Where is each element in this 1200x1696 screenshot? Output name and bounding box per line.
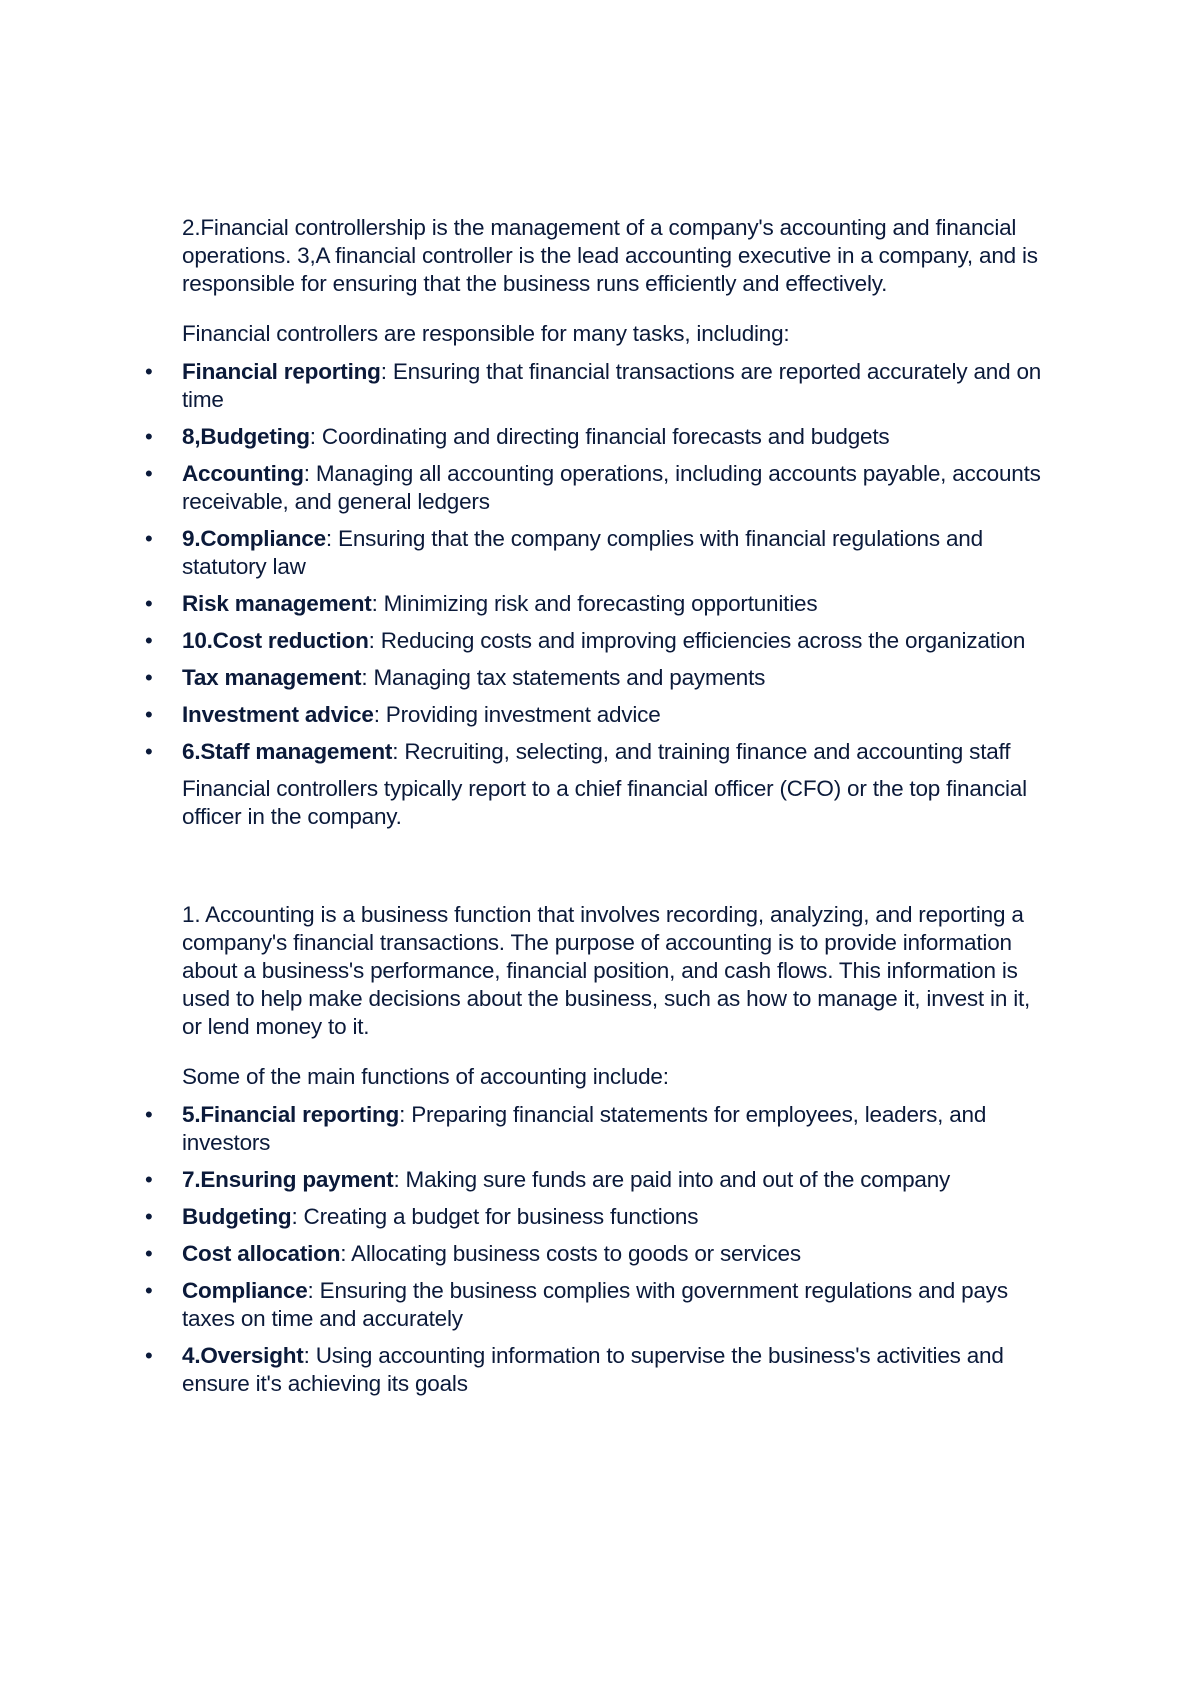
controller-reporting-paragraph: Financial controllers typically report to a chief financial officer (CFO) or the top financial officer in the company. bbox=[182, 776, 1027, 829]
list-item-desc: : Reducing costs and improving efficiencies across the organization bbox=[368, 628, 1026, 653]
list-item-term: Cost allocation bbox=[182, 1241, 341, 1266]
list-item-term: Tax management bbox=[182, 665, 362, 690]
list-item-term: Financial reporting bbox=[182, 359, 381, 384]
list-item bbox=[145, 1342, 1042, 1398]
bullet-icon: • bbox=[145, 1167, 153, 1192]
list-item-desc: : Recruiting, selecting, and training finance and accounting staff bbox=[392, 739, 1011, 764]
list-item-term: 5.Financial reporting bbox=[182, 1102, 400, 1127]
controllership-intro-paragraph: 2.Financial controllership is the management of a company's accounting and financial operations. 3,A financial controller is the lead accounting executive in a company, and is responsible for ensuring that the business runs efficiently and effectively. bbox=[182, 215, 1038, 296]
list-item bbox=[145, 1240, 1042, 1268]
list-item-desc: : Minimizing risk and forecasting opportunities bbox=[371, 591, 818, 616]
list-item-term: 8,Budgeting bbox=[182, 424, 310, 449]
bullet-icon: • bbox=[145, 665, 153, 690]
list-item-desc: : Creating a budget for business functions bbox=[291, 1204, 699, 1229]
list-item bbox=[145, 525, 1042, 581]
list-item-desc: : Managing tax statements and payments bbox=[361, 665, 766, 690]
list-item bbox=[145, 1166, 1042, 1194]
list-item-desc: : Ensuring the business complies with government regulations and pays taxes on time and accurately bbox=[182, 1278, 1008, 1331]
document-page bbox=[145, 214, 1042, 1407]
list-item bbox=[145, 1277, 1042, 1333]
list-item-term: Risk management bbox=[182, 591, 372, 616]
bullet-icon: • bbox=[145, 424, 153, 449]
list-item-term: Compliance bbox=[182, 1278, 308, 1303]
bullet-icon: • bbox=[145, 359, 153, 384]
list-item-desc: : Providing investment advice bbox=[373, 702, 661, 727]
list-item-desc: : Making sure funds are paid into and out of the company bbox=[393, 1167, 951, 1192]
bullet-icon: • bbox=[145, 1102, 153, 1127]
bullet-icon: • bbox=[145, 1278, 153, 1303]
controller-tasks-list bbox=[145, 358, 1042, 766]
bullet-icon: • bbox=[145, 739, 153, 764]
list-item-desc: : Ensuring that financial transactions are reported accurately and on time bbox=[182, 359, 1042, 412]
list-item-desc: : Allocating business costs to goods or services bbox=[340, 1241, 801, 1266]
controller-tasks-lead: Financial controllers are responsible for many tasks, including: bbox=[182, 321, 790, 346]
accounting-functions-list bbox=[145, 1101, 1042, 1398]
list-item-term: Accounting bbox=[182, 461, 304, 486]
list-item-desc: : Managing all accounting operations, including accounts payable, accounts receivable, and general ledgers bbox=[182, 461, 1041, 514]
list-item bbox=[145, 460, 1042, 516]
list-item-term: 9.Compliance bbox=[182, 526, 326, 551]
list-item bbox=[145, 627, 1042, 655]
list-item-term: 4.Oversight bbox=[182, 1343, 304, 1368]
accounting-intro-paragraph: 1. Accounting is a business function that involves recording, analyzing, and reporting a company's financial transactions. The purpose of accounting is to provide information about a business's performance, financial position, and cash flows. This information is used to help make decisions about the business, such as how to manage it, invest in it, or lend money to it. bbox=[182, 902, 1031, 1039]
list-item bbox=[145, 738, 1042, 766]
list-item bbox=[145, 590, 1042, 618]
list-item bbox=[145, 664, 1042, 692]
list-item bbox=[145, 358, 1042, 414]
bullet-icon: • bbox=[145, 591, 153, 616]
list-item-term: 10.Cost reduction bbox=[182, 628, 369, 653]
accounting-functions-lead: Some of the main functions of accounting include: bbox=[182, 1064, 669, 1089]
list-item-desc: : Ensuring that the company complies with financial regulations and statutory law bbox=[182, 526, 983, 579]
list-item-term: Investment advice bbox=[182, 702, 374, 727]
list-item bbox=[145, 1101, 1042, 1157]
list-item bbox=[145, 701, 1042, 729]
bullet-icon: • bbox=[145, 1241, 153, 1266]
list-item-term: 6.Staff management bbox=[182, 739, 393, 764]
list-item-term: 7.Ensuring payment bbox=[182, 1167, 394, 1192]
list-item-desc: : Preparing financial statements for employees, leaders, and investors bbox=[182, 1102, 987, 1155]
bullet-icon: • bbox=[145, 628, 153, 653]
bullet-icon: • bbox=[145, 526, 153, 551]
bullet-icon: • bbox=[145, 1343, 153, 1368]
list-item-term: Budgeting bbox=[182, 1204, 292, 1229]
list-item bbox=[145, 423, 1042, 451]
list-item-desc: : Using accounting information to supervise the business's activities and ensure it's achieving its goals bbox=[182, 1343, 1004, 1396]
list-item-desc: : Coordinating and directing financial forecasts and budgets bbox=[309, 424, 890, 449]
bullet-icon: • bbox=[145, 461, 153, 486]
list-item bbox=[145, 1203, 1042, 1231]
bullet-icon: • bbox=[145, 1204, 153, 1229]
bullet-icon: • bbox=[145, 702, 153, 727]
